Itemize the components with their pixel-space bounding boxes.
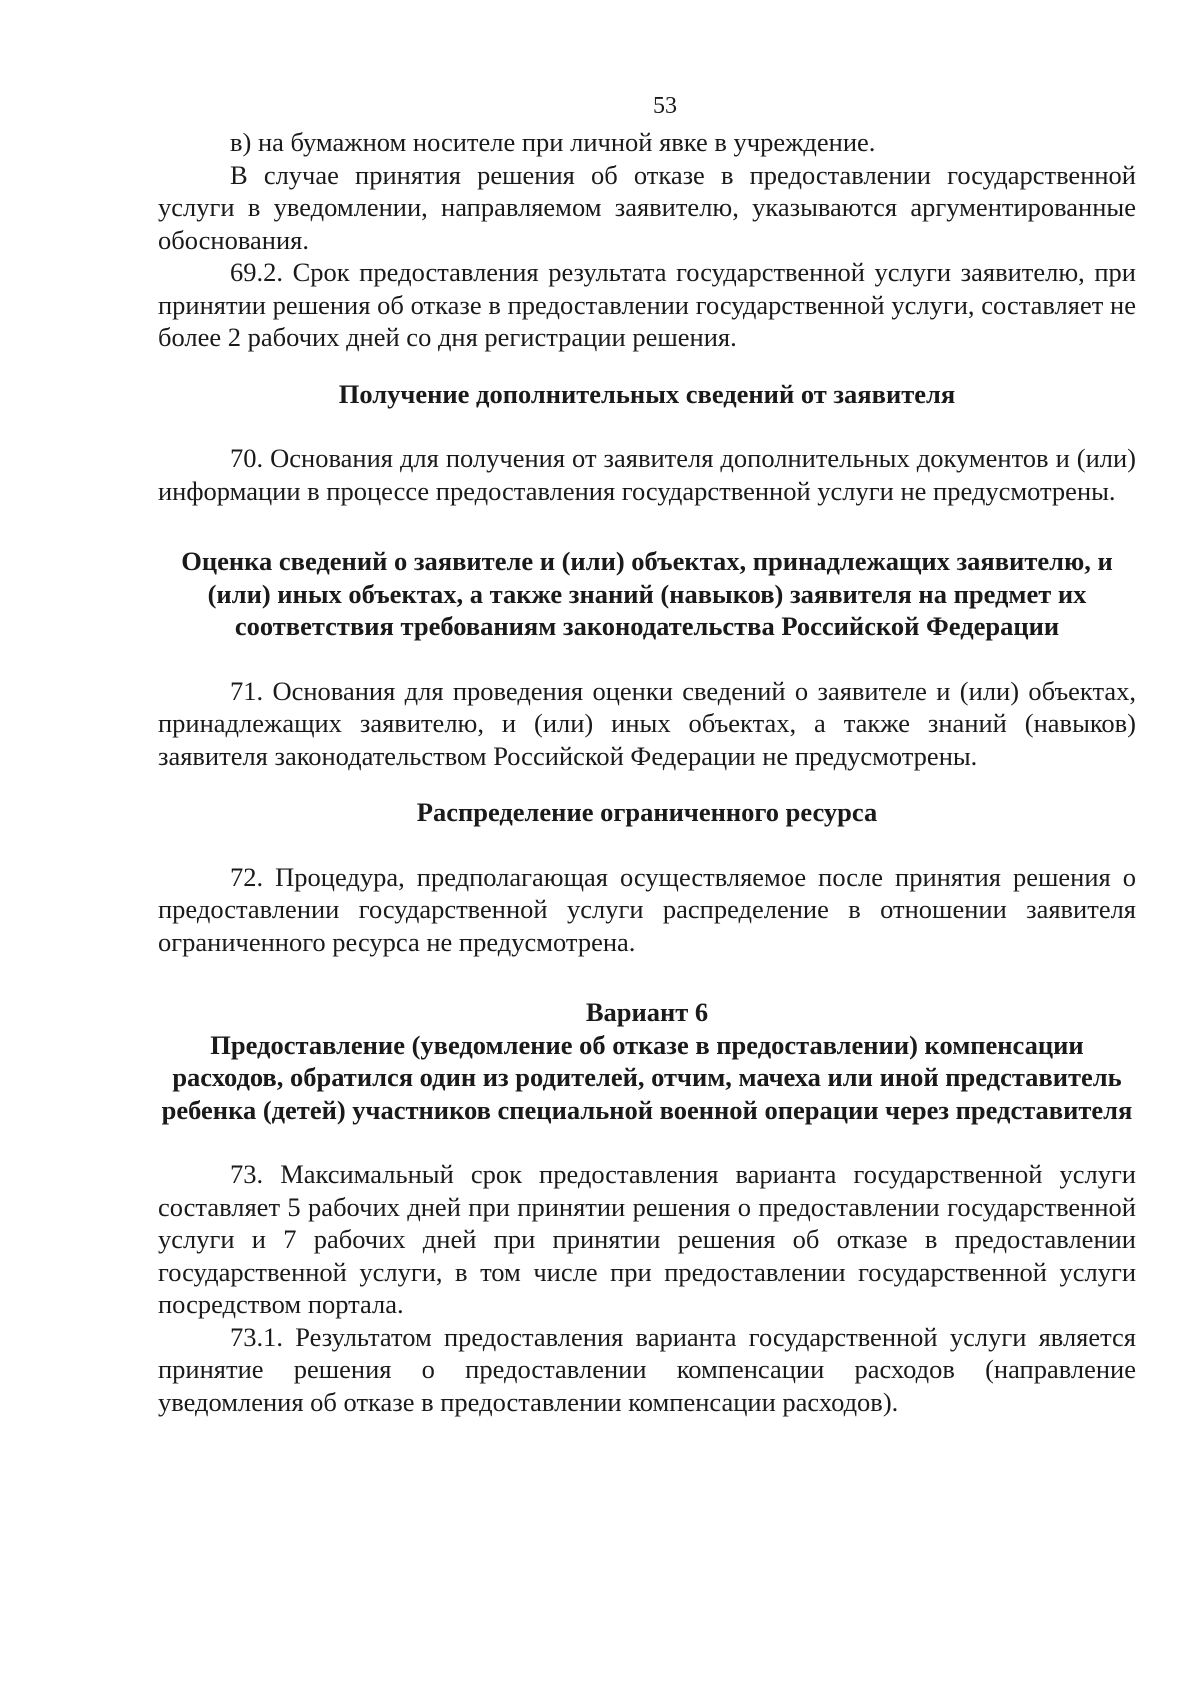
paragraph-refusal-notice: В случае принятия решения об отказе в предоставлении государственной услуги в уведомлении, направляемом заявителю, указываются аргументированные обоснования. — [158, 159, 1136, 255]
paragraph-73-1: 73.1. Результатом предоставления варианта государственной услуги является принятие решения о предоставлении компенсации расходов (направление уведомления об отказе в предоставлении компенсации расходов). — [158, 1321, 1136, 1417]
heading-applicant-assessment: Оценка сведений о заявителе и (или) объектах, принадлежащих заявителю, и (или) иных объектах, а также знаний (навыков) заявителя на предмет их соответствия требованиям законодательства Российской Федерации — [181, 546, 1113, 641]
paragraph-delivery-paper: в) на бумажном носителе при личной явке в учреждение. — [230, 127, 876, 157]
paragraph-73: 73. Максимальный срок предоставления варианта государственной услуги составляет 5 рабочих дней при принятии решения о предоставлении государственной услуги и 7 рабочих дней при принятии решения об отказе в предоставлении государственной услуги, в том числе при предоставлении государственной услуги посредством портала. — [158, 1159, 1136, 1319]
paragraph-69-2: 69.2. Срок предоставления результата государственной услуги заявителю, при принятии решения об отказе в предоставлении государственной услуги, составляет не более 2 рабочих дней со дня регистрации решения. — [158, 257, 1136, 352]
paragraph-71: 71. Основания для проведения оценки сведений о заявителе и (или) объектах, принадлежащих заявителю, и (или) иных объектах, а также знаний (навыков) заявителя законодательством Российской Федерации не предусмотрены. — [158, 675, 1136, 771]
heading-limited-resource: Распределение ограниченного ресурса — [416, 797, 878, 827]
heading-variant-6: Вариант 6 — [585, 997, 709, 1027]
paragraph-70: 70. Основания для получения от заявителя дополнительных документов и (или) информации в процессе предоставления государственной услуги не предусмотрены. — [158, 443, 1136, 506]
heading-additional-info: Получение дополнительных сведений от заявителя — [338, 378, 956, 409]
document-page — [158, 88, 1136, 1418]
heading-variant-6-title: Предоставление (уведомление об отказе в предоставлении) компенсации расходов, обратился один из родителей, отчим, мачеха или иной представитель ребенка (детей) участников специальной военной операции через представителя — [161, 1029, 1133, 1125]
page-number: 53 — [653, 93, 677, 119]
paragraph-72: 72. Процедура, предполагающая осуществляемое после принятия решения о предоставлении государственной услуги распределение в отношении заявителя ограниченного ресурса не предусмотрена. — [158, 861, 1136, 957]
